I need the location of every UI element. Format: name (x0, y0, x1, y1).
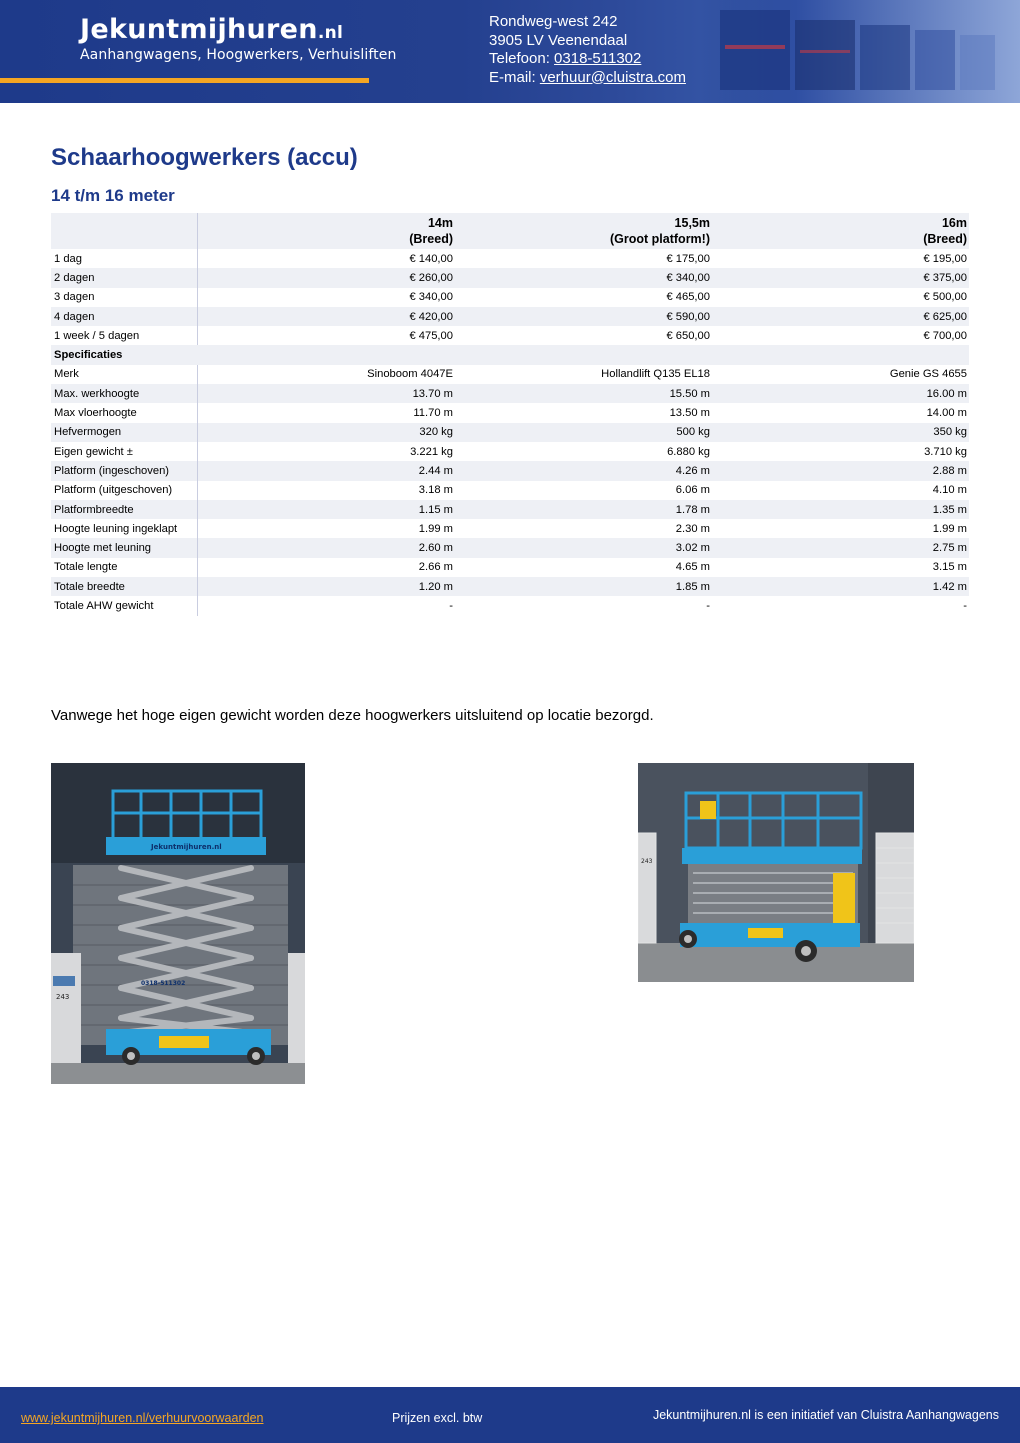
photo-1-brand: Jekuntmijhuren.nl (151, 843, 222, 851)
table-row (51, 538, 969, 557)
row-value: € 260,00 (409, 271, 453, 284)
row-value: 2.60 m (418, 542, 453, 555)
spec-rows (51, 365, 969, 616)
photo-scissor-lift-extended (51, 763, 305, 1084)
row-value: 6.06 m (675, 484, 710, 497)
row-value: € 375,00 (923, 271, 967, 284)
house-number-2: 243 (641, 858, 653, 865)
row-label: Platformbreedte (51, 500, 198, 519)
table-row (51, 365, 969, 384)
row-value: 3.18 m (418, 484, 453, 497)
row-value: € 140,00 (409, 252, 453, 265)
row-value: Genie GS 4655 (889, 368, 967, 381)
logo-underline (0, 78, 369, 83)
row-label: 4 dagen (51, 307, 198, 326)
row-value: 1.35 m (932, 503, 967, 516)
price-rows (51, 249, 969, 345)
row-label: Platform (uitgeschoven) (51, 481, 198, 500)
row-label: Eigen gewicht ± (51, 442, 198, 461)
row-value: 2.44 m (418, 464, 453, 477)
row-value: 320 kg (419, 426, 453, 439)
row-value: 2.30 m (675, 522, 710, 535)
table-row (51, 519, 969, 538)
row-value: € 650,00 (666, 329, 710, 342)
spec-heading-row (51, 345, 969, 364)
row-value: 11.70 m (413, 407, 453, 420)
column-variant: (Breed) (923, 232, 967, 246)
phone-line (489, 50, 686, 69)
row-value: € 500,00 (923, 291, 967, 304)
row-value: 3.710 kg (924, 445, 967, 458)
row-value: 1.85 m (675, 580, 710, 593)
row-value: Hollandlift Q135 EL18 (601, 368, 710, 381)
row-value: Sinoboom 4047E (367, 368, 453, 381)
address-line-2: 3905 LV Veenendaal (489, 31, 628, 49)
address-line-1: Rondweg-west 242 (489, 13, 618, 30)
table-row (51, 307, 969, 326)
header-photo-trailers (700, 0, 1020, 103)
photo-1-illustration (51, 763, 305, 1084)
email-line (489, 69, 686, 88)
row-value: 13.70 m (412, 387, 453, 400)
row-value: - (449, 599, 453, 612)
row-label: Max vloerhoogte (51, 403, 198, 422)
table-row (51, 288, 969, 307)
row-value: 2.88 m (932, 464, 967, 477)
page-footer (0, 1387, 1020, 1443)
email-link[interactable]: verhuur@cluistra.com (539, 68, 686, 86)
table-row (51, 596, 969, 615)
row-value: 4.10 m (932, 484, 967, 497)
table-row (51, 403, 969, 422)
row-value: € 420,00 (409, 310, 453, 323)
row-label: Totale breedte (51, 577, 198, 596)
row-value: € 340,00 (666, 271, 710, 284)
row-value: € 700,00 (923, 329, 967, 342)
row-value: 1.99 m (932, 522, 967, 535)
row-value: - (963, 599, 967, 612)
column-variant: (Groot platform!) (610, 232, 710, 246)
page-header (0, 0, 1020, 103)
row-label: 1 dag (51, 249, 198, 268)
row-value: 4.65 m (675, 561, 710, 574)
house-number-1: 243 (56, 993, 70, 1001)
row-value: - (706, 599, 710, 612)
row-value: 16.00 m (926, 387, 967, 400)
spec-heading: Specificaties (54, 349, 123, 362)
row-value: 500 kg (676, 426, 710, 439)
table-row (51, 326, 969, 345)
column-header (198, 213, 455, 249)
row-value: 3.221 kg (410, 445, 453, 458)
table-row (51, 268, 969, 287)
price-disclaimer: Prijzen excl. btw (392, 1411, 483, 1425)
table-row (51, 481, 969, 500)
column-header (455, 213, 712, 249)
price-spec-table (51, 213, 969, 616)
phone-link[interactable]: 0318-511302 (554, 50, 642, 67)
row-value: 1.78 m (675, 503, 710, 516)
table-row (51, 384, 969, 403)
column-header (712, 213, 969, 249)
row-label: Merk (51, 365, 198, 384)
table-row (51, 249, 969, 268)
table-row (51, 461, 969, 480)
row-value: 6.880 kg (667, 445, 710, 458)
row-label: Max. werkhoogte (51, 384, 198, 403)
row-value: 2.66 m (418, 561, 453, 574)
column-size: 14m (427, 216, 453, 230)
column-variant: (Breed) (409, 232, 453, 246)
table-header-row (51, 213, 969, 249)
row-label: Platform (ingeschoven) (51, 461, 198, 480)
company-logo[interactable] (80, 14, 396, 63)
row-value: 1.20 m (418, 580, 453, 593)
row-value: 1.42 m (932, 580, 967, 593)
row-value: 1.99 m (418, 522, 453, 535)
row-label: 1 week / 5 dagen (51, 326, 198, 345)
logo-name: Jekuntmijhuren (80, 14, 318, 45)
row-value: € 625,00 (923, 310, 967, 323)
row-label: Hoogte leuning ingeklapt (51, 519, 198, 538)
row-value: € 475,00 (409, 329, 453, 342)
row-label: Hefvermogen (51, 423, 198, 442)
row-value: 13.50 m (669, 407, 710, 420)
table-row (51, 423, 969, 442)
photo-scissor-lift-retracted (638, 763, 914, 982)
row-value: 1.15 m (418, 503, 453, 516)
phone-label: Telefoon: (489, 50, 555, 67)
initiative-note: Jekuntmijhuren.nl is een initiatief van Cluistra Aanhangwagens (652, 1408, 999, 1422)
page-title: Schaarhoogwerkers (accu) (51, 144, 358, 171)
row-value: € 590,00 (666, 310, 710, 323)
table-row (51, 558, 969, 577)
contact-block (489, 13, 686, 87)
row-value: 3.02 m (675, 542, 710, 555)
row-value: € 175,00 (666, 252, 710, 265)
email-label: E-mail: (489, 68, 540, 86)
photo-1-phone: 0318-511302 (141, 980, 186, 987)
row-value: 2.75 m (932, 542, 967, 555)
row-label: 3 dagen (51, 288, 198, 307)
row-label: Totale AHW gewicht (51, 596, 198, 615)
photo-2-illustration (638, 763, 914, 982)
row-label: 2 dagen (51, 268, 198, 287)
column-size: 16m (941, 216, 967, 230)
logo-title (80, 14, 396, 45)
delivery-note: Vanwege het hoge eigen gewicht worden deze hoogwerkers uitsluitend op locatie bezorgd. (51, 707, 654, 724)
table-row (51, 442, 969, 461)
table-row (51, 500, 969, 519)
table-header-blank (51, 213, 198, 249)
row-value: 15.50 m (669, 387, 710, 400)
row-value: € 465,00 (666, 291, 710, 304)
row-value: € 340,00 (409, 291, 453, 304)
row-value: 3.15 m (932, 561, 967, 574)
column-size: 15,5m (674, 216, 710, 230)
row-value: 350 kg (933, 426, 967, 439)
row-value: 4.26 m (675, 464, 710, 477)
row-label: Totale lengte (51, 558, 198, 577)
row-value: 14.00 m (926, 407, 967, 420)
row-value: € 195,00 (923, 252, 967, 265)
logo-tld: .nl (317, 23, 344, 43)
table-row (51, 577, 969, 596)
logo-tagline: Aanhangwagens, Hoogwerkers, Verhuisliften (80, 47, 397, 63)
page-subtitle: 14 t/m 16 meter (51, 186, 175, 205)
terms-link[interactable]: www.jekuntmijhuren.nl/verhuurvoorwaarden (21, 1411, 264, 1425)
row-label: Hoogte met leuning (51, 538, 198, 557)
